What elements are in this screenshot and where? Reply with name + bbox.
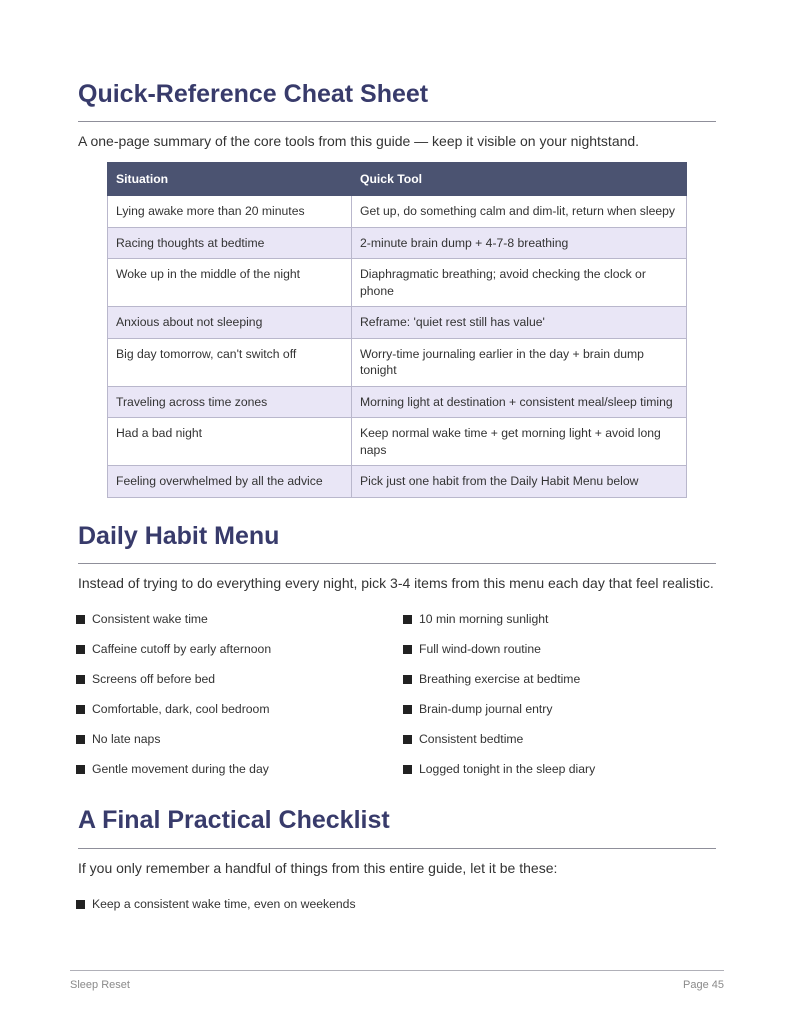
square-bullet-icon	[76, 735, 85, 744]
list-item: No late naps	[76, 729, 160, 749]
footer-book-title: Sleep Reset	[70, 979, 130, 991]
habit-menu-divider	[78, 563, 716, 564]
list-item: Logged tonight in the sleep diary	[403, 759, 595, 779]
cheat-sheet-table	[107, 162, 687, 498]
situation-cell: Woke up in the middle of the night	[108, 259, 352, 307]
table-row	[108, 466, 687, 498]
quick-tool-cell: Diaphragmatic breathing; avoid checking the clock or phone	[352, 259, 687, 307]
habit-menu-intro: Instead of trying to do everything every night, pick 3-4 items from this menu each day that feel realistic.	[78, 575, 714, 591]
list-item: Comfortable, dark, cool bedroom	[76, 699, 269, 719]
square-bullet-icon	[403, 615, 412, 624]
quick-tool-cell: 2-minute brain dump + 4-7-8 breathing	[352, 227, 687, 259]
square-bullet-icon	[76, 705, 85, 714]
cheat-sheet-heading: Quick-Reference Cheat Sheet	[78, 80, 429, 108]
table-row	[108, 338, 687, 386]
list-item: Brain-dump journal entry	[403, 699, 552, 719]
footer-page-number: Page 45	[683, 979, 724, 991]
list-item: Full wind-down routine	[403, 639, 541, 659]
list-item: Breathing exercise at bedtime	[403, 669, 580, 689]
quick-tool-cell: Worry-time journaling earlier in the day + brain dump tonight	[352, 338, 687, 386]
square-bullet-icon	[76, 675, 85, 684]
square-bullet-icon	[403, 765, 412, 774]
table-row	[108, 307, 687, 339]
table-row	[108, 259, 687, 307]
square-bullet-icon	[403, 645, 412, 654]
situation-cell: Traveling across time zones	[108, 386, 352, 418]
square-bullet-icon	[403, 675, 412, 684]
checklist-intro: If you only remember a handful of things from this entire guide, let it be these:	[78, 860, 558, 876]
square-bullet-icon	[403, 735, 412, 744]
quick-tool-cell: Morning light at destination + consistent meal/sleep timing	[352, 386, 687, 418]
cheat-sheet-divider	[78, 121, 716, 122]
checklist-heading: A Final Practical Checklist	[78, 806, 390, 834]
quick-tool-cell: Pick just one habit from the Daily Habit Menu below	[352, 466, 687, 498]
square-bullet-icon	[76, 645, 85, 654]
situation-cell: Had a bad night	[108, 418, 352, 466]
table-row	[108, 196, 687, 228]
situation-cell: Feeling overwhelmed by all the advice	[108, 466, 352, 498]
list-item: Screens off before bed	[76, 669, 215, 689]
list-item: Consistent wake time	[76, 609, 208, 629]
list-item: 10 min morning sunlight	[403, 609, 548, 629]
square-bullet-icon	[76, 765, 85, 774]
quick-tool-cell: Reframe: 'quiet rest still has value'	[352, 307, 687, 339]
table-row	[108, 418, 687, 466]
situation-cell: Anxious about not sleeping	[108, 307, 352, 339]
footer-divider	[70, 970, 724, 971]
habit-menu-heading: Daily Habit Menu	[78, 522, 280, 550]
list-item: Gentle movement during the day	[76, 759, 269, 779]
list-item: Consistent bedtime	[403, 729, 523, 749]
situation-cell: Big day tomorrow, can't switch off	[108, 338, 352, 386]
table-header-row	[108, 163, 687, 196]
column-header-quick-tool: Quick Tool	[352, 163, 687, 196]
situation-cell: Lying awake more than 20 minutes	[108, 196, 352, 228]
square-bullet-icon	[76, 900, 85, 909]
checklist-item: Keep a consistent wake time, even on weekends	[76, 894, 356, 914]
checklist-divider	[78, 848, 716, 849]
situation-cell: Racing thoughts at bedtime	[108, 227, 352, 259]
quick-tool-cell: Get up, do something calm and dim-lit, return when sleepy	[352, 196, 687, 228]
table-row	[108, 227, 687, 259]
table-row	[108, 386, 687, 418]
cheat-sheet-intro: A one-page summary of the core tools from this guide — keep it visible on your nightstand.	[78, 133, 640, 149]
column-header-situation: Situation	[108, 163, 352, 196]
square-bullet-icon	[403, 705, 412, 714]
square-bullet-icon	[76, 615, 85, 624]
quick-tool-cell: Keep normal wake time + get morning light + avoid long naps	[352, 418, 687, 466]
list-item: Caffeine cutoff by early afternoon	[76, 639, 271, 659]
